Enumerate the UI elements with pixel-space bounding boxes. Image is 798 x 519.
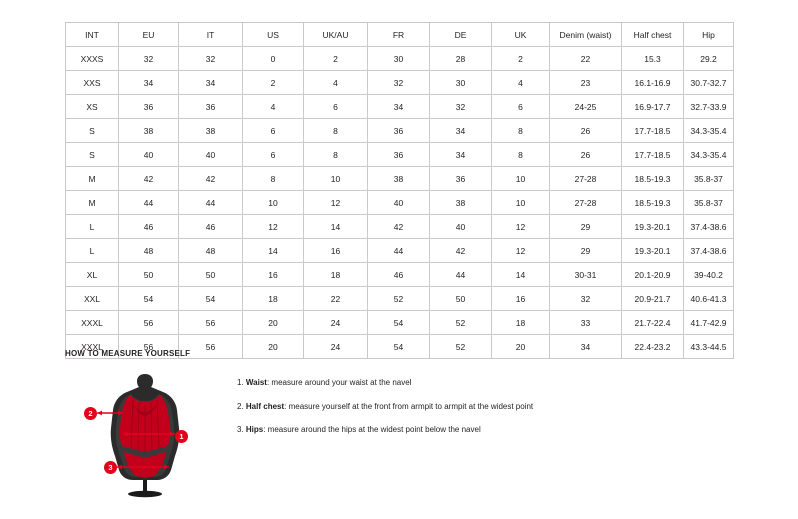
column-header-it: IT: [179, 23, 243, 47]
cell-eu: 40: [119, 143, 179, 167]
size-chart-container: [65, 22, 733, 359]
cell-eu: 50: [119, 263, 179, 287]
cell-eu: 46: [119, 215, 179, 239]
marker-2-half-chest: 2: [84, 407, 97, 420]
measure-text-waist: : measure around your waist at the navel: [266, 378, 412, 387]
cell-us: 0: [243, 47, 304, 71]
cell-denim-waist: 27-28: [550, 191, 622, 215]
cell-it: 48: [179, 239, 243, 263]
cell-uk-au: 4: [304, 71, 368, 95]
cell-uk: 16: [492, 287, 550, 311]
cell-de: 52: [430, 335, 492, 359]
cell-hip: 35.8-37: [684, 167, 734, 191]
cell-fr: 42: [368, 215, 430, 239]
cell-de: 32: [430, 95, 492, 119]
cell-half-chest: 16.9-17.7: [622, 95, 684, 119]
cell-de: 34: [430, 143, 492, 167]
cell-denim-waist: 32: [550, 287, 622, 311]
cell-denim-waist: 22: [550, 47, 622, 71]
cell-uk: 12: [492, 239, 550, 263]
cell-de: 52: [430, 311, 492, 335]
column-header-hip: Hip: [684, 23, 734, 47]
cell-eu: 48: [119, 239, 179, 263]
cell-half-chest: 16.1-16.9: [622, 71, 684, 95]
column-header-us: US: [243, 23, 304, 47]
cell-denim-waist: 24-25: [550, 95, 622, 119]
cell-eu: 42: [119, 167, 179, 191]
cell-eu: 34: [119, 71, 179, 95]
cell-half-chest: 18.5-19.3: [622, 191, 684, 215]
cell-it: 46: [179, 215, 243, 239]
how-to-measure-section: [65, 349, 735, 498]
cell-de: 50: [430, 287, 492, 311]
cell-us: 18: [243, 287, 304, 311]
cell-us: 10: [243, 191, 304, 215]
cell-de: 28: [430, 47, 492, 71]
cell-int: S: [66, 119, 119, 143]
cell-us: 4: [243, 95, 304, 119]
cell-us: 20: [243, 335, 304, 359]
cell-hip: 34.3-35.4: [684, 119, 734, 143]
cell-half-chest: 18.5-19.3: [622, 167, 684, 191]
table-row: [66, 191, 734, 215]
cell-hip: 34.3-35.4: [684, 143, 734, 167]
table-row: [66, 143, 734, 167]
cell-uk: 8: [492, 119, 550, 143]
table-row: [66, 167, 734, 191]
cell-us: 20: [243, 311, 304, 335]
table-row: [66, 71, 734, 95]
cell-eu: 56: [119, 311, 179, 335]
cell-int: L: [66, 239, 119, 263]
measure-text-half-chest: : measure yourself at the front from armpit to armpit at the widest point: [284, 401, 534, 411]
table-row: [66, 263, 734, 287]
cell-uk: 10: [492, 191, 550, 215]
cell-eu: 44: [119, 191, 179, 215]
cell-denim-waist: 29: [550, 215, 622, 239]
cell-de: 38: [430, 191, 492, 215]
cell-half-chest: 15.3: [622, 47, 684, 71]
cell-fr: 52: [368, 287, 430, 311]
cell-it: 32: [179, 47, 243, 71]
cell-uk: 4: [492, 71, 550, 95]
how-to-measure-body: [65, 368, 735, 498]
cell-uk: 14: [492, 263, 550, 287]
cell-hip: 35.8-37: [684, 191, 734, 215]
marker-3-hips: 3: [104, 461, 117, 474]
cell-fr: 44: [368, 239, 430, 263]
cell-uk-au: 10: [304, 167, 368, 191]
column-header-fr: FR: [368, 23, 430, 47]
cell-uk: 10: [492, 167, 550, 191]
cell-denim-waist: 34: [550, 335, 622, 359]
cell-us: 2: [243, 71, 304, 95]
measure-term-half-chest: Half chest: [245, 401, 285, 411]
table-row: [66, 239, 734, 263]
cell-fr: 36: [368, 143, 430, 167]
measure-instruction-waist: [237, 378, 533, 388]
cell-hip: 41.7-42.9: [684, 311, 734, 335]
measure-term-hips: Hips: [245, 425, 264, 435]
mannequin-illustration: [83, 368, 213, 498]
cell-int: XXXL: [66, 311, 119, 335]
cell-it: 56: [179, 311, 243, 335]
cell-uk-au: 8: [304, 119, 368, 143]
size-chart-table: [65, 22, 734, 359]
cell-fr: 34: [368, 95, 430, 119]
how-to-measure-title: HOW TO MEASURE YOURSELF: [65, 349, 191, 358]
cell-fr: 30: [368, 47, 430, 71]
cell-de: 34: [430, 119, 492, 143]
cell-de: 44: [430, 263, 492, 287]
cell-fr: 54: [368, 335, 430, 359]
cell-uk: 8: [492, 143, 550, 167]
cell-it: 54: [179, 287, 243, 311]
cell-hip: 40.6-41.3: [684, 287, 734, 311]
cell-us: 16: [243, 263, 304, 287]
cell-de: 42: [430, 239, 492, 263]
cell-denim-waist: 23: [550, 71, 622, 95]
cell-half-chest: 19.3-20.1: [622, 239, 684, 263]
cell-denim-waist: 26: [550, 143, 622, 167]
cell-uk-au: 8: [304, 143, 368, 167]
table-header-row: [66, 23, 734, 47]
cell-it: 56: [179, 335, 243, 359]
measure-instructions: [237, 368, 533, 449]
cell-uk: 6: [492, 95, 550, 119]
cell-uk-au: 24: [304, 335, 368, 359]
cell-denim-waist: 29: [550, 239, 622, 263]
cell-uk: 20: [492, 335, 550, 359]
cell-int: XXXS: [66, 47, 119, 71]
cell-denim-waist: 26: [550, 119, 622, 143]
cell-int: L: [66, 215, 119, 239]
cell-fr: 36: [368, 119, 430, 143]
cell-uk-au: 2: [304, 47, 368, 71]
cell-int: XL: [66, 263, 119, 287]
cell-half-chest: 17.7-18.5: [622, 119, 684, 143]
cell-uk-au: 24: [304, 311, 368, 335]
column-header-int: INT: [66, 23, 119, 47]
cell-eu: 32: [119, 47, 179, 71]
column-header-denim-waist: Denim (waist): [550, 23, 622, 47]
cell-denim-waist: 30-31: [550, 263, 622, 287]
cell-half-chest: 20.9-21.7: [622, 287, 684, 311]
cell-uk-au: 16: [304, 239, 368, 263]
cell-hip: 29.2: [684, 47, 734, 71]
cell-hip: 39-40.2: [684, 263, 734, 287]
cell-hip: 43.3-44.5: [684, 335, 734, 359]
cell-fr: 54: [368, 311, 430, 335]
cell-it: 36: [179, 95, 243, 119]
cell-denim-waist: 33: [550, 311, 622, 335]
measure-instruction-hips: [237, 425, 533, 435]
measure-index-2: 2.: [237, 401, 246, 411]
cell-hip: 37.4-38.6: [684, 239, 734, 263]
cell-it: 44: [179, 191, 243, 215]
cell-uk-au: 12: [304, 191, 368, 215]
table-row: [66, 47, 734, 71]
measure-instruction-half-chest: [237, 402, 533, 412]
column-header-uk: UK: [492, 23, 550, 47]
cell-de: 36: [430, 167, 492, 191]
cell-int: XXL: [66, 287, 119, 311]
cell-int: XXS: [66, 71, 119, 95]
table-row: [66, 287, 734, 311]
cell-eu: 38: [119, 119, 179, 143]
table-row: [66, 215, 734, 239]
table-row: [66, 311, 734, 335]
cell-uk: 2: [492, 47, 550, 71]
cell-us: 12: [243, 215, 304, 239]
mannequin-figure: [83, 368, 213, 498]
cell-fr: 32: [368, 71, 430, 95]
cell-int: XXXL: [66, 335, 119, 359]
cell-us: 6: [243, 143, 304, 167]
column-header-eu: EU: [119, 23, 179, 47]
cell-fr: 38: [368, 167, 430, 191]
column-header-uk-au: UK/AU: [304, 23, 368, 47]
cell-fr: 46: [368, 263, 430, 287]
column-header-de: DE: [430, 23, 492, 47]
cell-it: 50: [179, 263, 243, 287]
cell-hip: 37.4-38.6: [684, 215, 734, 239]
cell-it: 40: [179, 143, 243, 167]
measure-index-3: 3.: [237, 425, 246, 435]
cell-uk-au: 18: [304, 263, 368, 287]
cell-fr: 40: [368, 191, 430, 215]
cell-half-chest: 20.1-20.9: [622, 263, 684, 287]
cell-denim-waist: 27-28: [550, 167, 622, 191]
cell-int: S: [66, 143, 119, 167]
table-row: [66, 119, 734, 143]
cell-de: 40: [430, 215, 492, 239]
cell-hip: 32.7-33.9: [684, 95, 734, 119]
cell-uk-au: 22: [304, 287, 368, 311]
cell-uk-au: 14: [304, 215, 368, 239]
cell-uk-au: 6: [304, 95, 368, 119]
cell-it: 42: [179, 167, 243, 191]
cell-int: M: [66, 167, 119, 191]
cell-int: M: [66, 191, 119, 215]
table-row: [66, 95, 734, 119]
cell-int: XS: [66, 95, 119, 119]
measure-index-1: 1.: [237, 378, 246, 387]
cell-uk: 12: [492, 215, 550, 239]
cell-eu: 54: [119, 287, 179, 311]
cell-uk: 18: [492, 311, 550, 335]
cell-half-chest: 21.7-22.4: [622, 311, 684, 335]
cell-us: 8: [243, 167, 304, 191]
cell-half-chest: 19.3-20.1: [622, 215, 684, 239]
cell-half-chest: 17.7-18.5: [622, 143, 684, 167]
cell-de: 30: [430, 71, 492, 95]
cell-us: 14: [243, 239, 304, 263]
measure-term-waist: Waist: [245, 378, 267, 387]
cell-it: 38: [179, 119, 243, 143]
cell-eu: 36: [119, 95, 179, 119]
cell-eu: 56: [119, 335, 179, 359]
measure-text-hips: : measure around the hips at the widest point below the navel: [263, 425, 481, 435]
cell-us: 6: [243, 119, 304, 143]
marker-1-waist: 1: [175, 430, 188, 443]
column-header-half-chest: Half chest: [622, 23, 684, 47]
cell-half-chest: 22.4-23.2: [622, 335, 684, 359]
cell-hip: 30.7-32.7: [684, 71, 734, 95]
cell-it: 34: [179, 71, 243, 95]
